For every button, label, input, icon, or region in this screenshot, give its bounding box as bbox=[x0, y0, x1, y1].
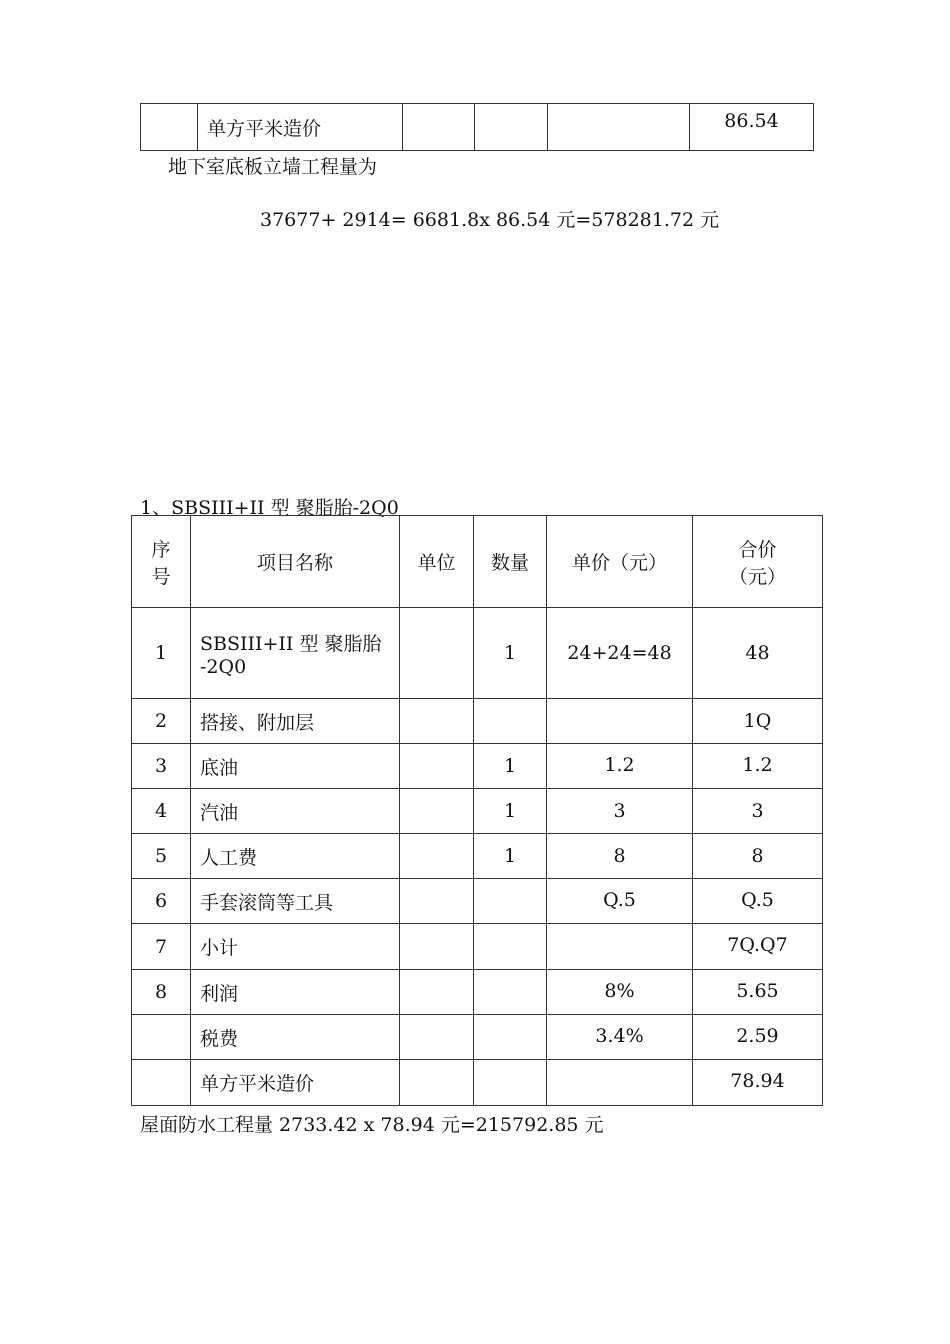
table-row bbox=[132, 1015, 823, 1060]
row-price: 3.4% bbox=[547, 1015, 693, 1060]
header-row bbox=[132, 516, 823, 608]
top-cost-table bbox=[140, 103, 814, 151]
row-seq: 7 bbox=[132, 924, 191, 970]
table-row bbox=[132, 970, 823, 1015]
row-unit bbox=[400, 699, 474, 744]
cell-empty bbox=[141, 104, 198, 151]
table-row bbox=[132, 834, 823, 879]
row-total: 8 bbox=[693, 834, 823, 879]
row-qty: 1 bbox=[474, 744, 547, 789]
row-price: 3 bbox=[547, 789, 693, 834]
header-name: 项目名称 bbox=[191, 516, 400, 608]
table-row bbox=[132, 924, 823, 970]
section-title: 1、SBSIII+II 型 聚脂胎-2Q0 bbox=[140, 497, 399, 519]
table-row bbox=[132, 744, 823, 789]
row-name: 搭接、附加层 bbox=[191, 699, 400, 744]
table-row bbox=[132, 699, 823, 744]
row-unit bbox=[400, 1015, 474, 1060]
row-price bbox=[547, 1060, 693, 1106]
row-total: 1.2 bbox=[693, 744, 823, 789]
row-name: 手套滚筒等工具 bbox=[191, 879, 400, 924]
table-row bbox=[132, 879, 823, 924]
header-price: 单价（元） bbox=[547, 516, 693, 608]
cell-empty bbox=[403, 104, 475, 151]
row-unit bbox=[400, 924, 474, 970]
row-seq: 5 bbox=[132, 834, 191, 879]
row-unit bbox=[400, 834, 474, 879]
header-unit: 单位 bbox=[400, 516, 474, 608]
row-qty: 1 bbox=[474, 789, 547, 834]
row-qty bbox=[474, 879, 547, 924]
row-name: 汽油 bbox=[191, 789, 400, 834]
row-seq bbox=[132, 1015, 191, 1060]
header-qty: 数量 bbox=[474, 516, 547, 608]
cell-empty bbox=[475, 104, 548, 151]
row-total: 7Q.Q7 bbox=[693, 924, 823, 970]
row-unit bbox=[400, 879, 474, 924]
row-qty bbox=[474, 1060, 547, 1106]
row-name: 人工费 bbox=[191, 834, 400, 879]
row-total: 2.59 bbox=[693, 1015, 823, 1060]
row-qty: 1 bbox=[474, 608, 547, 699]
basement-formula: 37677+ 2914= 6681.8x 86.54 元=578281.72 元 bbox=[260, 209, 720, 231]
roof-formula: 屋面防水工程量 2733.42 x 78.94 元=215792.85 元 bbox=[140, 1114, 604, 1136]
row-price bbox=[547, 924, 693, 970]
header-total: 合价 （元） bbox=[693, 516, 823, 608]
row-total: 48 bbox=[693, 608, 823, 699]
header-seq: 序 号 bbox=[132, 516, 191, 608]
row-qty bbox=[474, 924, 547, 970]
row-price bbox=[547, 699, 693, 744]
row-qty bbox=[474, 1015, 547, 1060]
row-name: 小计 bbox=[191, 924, 400, 970]
row-seq: 6 bbox=[132, 879, 191, 924]
row-name: 底油 bbox=[191, 744, 400, 789]
row-price: 8% bbox=[547, 970, 693, 1015]
row-price: Q.5 bbox=[547, 879, 693, 924]
row-price: 8 bbox=[547, 834, 693, 879]
row-name: 单方平米造价 bbox=[191, 1060, 400, 1106]
row-qty bbox=[474, 699, 547, 744]
row-unit bbox=[400, 1060, 474, 1106]
item-name-cell: 单方平米造价 bbox=[198, 104, 403, 151]
row-name: 税费 bbox=[191, 1015, 400, 1060]
row-unit bbox=[400, 789, 474, 834]
row-total: 78.94 bbox=[693, 1060, 823, 1106]
row-name: 利润 bbox=[191, 970, 400, 1015]
total-cell: 86.54 bbox=[690, 104, 814, 151]
row-qty: 1 bbox=[474, 834, 547, 879]
row-total: 3 bbox=[693, 789, 823, 834]
row-seq: 4 bbox=[132, 789, 191, 834]
table-row bbox=[132, 608, 823, 699]
cell-empty bbox=[548, 104, 690, 151]
row-name: SBSIII+II 型 聚脂胎 -2Q0 bbox=[191, 608, 400, 699]
row-total: 1Q bbox=[693, 699, 823, 744]
table-row bbox=[132, 1060, 823, 1106]
row-seq: 2 bbox=[132, 699, 191, 744]
row-seq: 1 bbox=[132, 608, 191, 699]
row-total: Q.5 bbox=[693, 879, 823, 924]
basement-label: 地下室底板立墙工程量为 bbox=[168, 156, 378, 178]
row-unit bbox=[400, 970, 474, 1015]
table-row bbox=[132, 789, 823, 834]
row-unit bbox=[400, 608, 474, 699]
row-qty bbox=[474, 970, 547, 1015]
row-price: 24+24=48 bbox=[547, 608, 693, 699]
row-unit bbox=[400, 744, 474, 789]
row-seq bbox=[132, 1060, 191, 1106]
row-price: 1.2 bbox=[547, 744, 693, 789]
row-total: 5.65 bbox=[693, 970, 823, 1015]
roof-cost-table bbox=[131, 515, 823, 1106]
row-seq: 8 bbox=[132, 970, 191, 1015]
row-seq: 3 bbox=[132, 744, 191, 789]
